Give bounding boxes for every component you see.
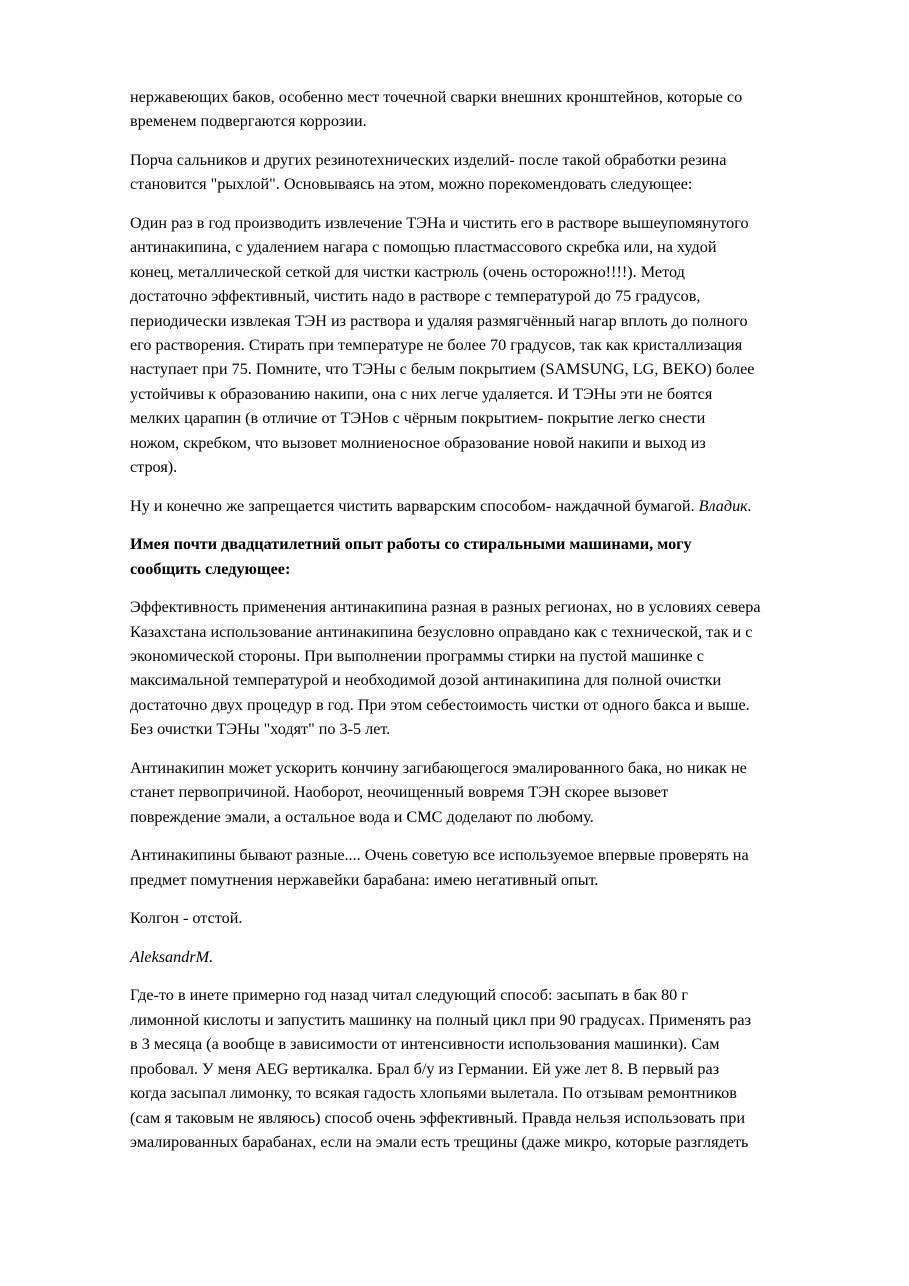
text-line: Ну и конечно же запрещается чистить варварским способом- наждачной бумагой. (130, 496, 695, 515)
text-line: временем подвергаются коррозии. (130, 112, 367, 131)
text-line: (сам я таковым не являюсь) способ очень эффективный. Правда нельзя использовать при (130, 1108, 746, 1127)
author-signature: Владик. (698, 496, 752, 515)
paragraph-enamel (130, 756, 850, 829)
text-line: Имея почти двадцатилетний опыт работы со стиральными машинами, могу (130, 535, 692, 554)
text-line: экономической стороны. При выполнении программы стирки на пустой машинке с (130, 647, 704, 666)
paragraph-seals (130, 148, 850, 197)
text-line: когда засыпал лимонку, то всякая гадость хлопьями вылетала. По отзывам ремонтников (130, 1084, 737, 1103)
text-line: пробовал. У меня AEG вертикалка. Брал б/у из Германии. Ей уже лет 8. В первый раз (130, 1059, 720, 1078)
text-line: станет первопричиной. Наоборот, неочищенный вовремя ТЭН скорее вызовет (130, 783, 669, 802)
text-line: наступает при 75. Помните, что ТЭНы с белым покрытием (SAMSUNG, LG, BEKO) более (130, 360, 755, 379)
text-line: Антинакипин может ускорить кончину загибающегося эмалированного бака, но никак не (130, 758, 747, 777)
text-line: устойчивы к образованию накипи, она с них легче удаляется. И ТЭНы эти не боятся (130, 384, 713, 403)
text-line: антинакипина, с удалением нагара с помощью пластмассового скребка или, на худой (130, 238, 717, 257)
text-line: строя). (130, 458, 178, 477)
text-line: нержавеющих баков, особенно мест точечной сварки внешних кронштейнов, которые со (130, 88, 743, 106)
text-line: Антинакипины бывают разные.... Очень советую все используемое впервые проверять на (130, 846, 749, 865)
paragraph-corrosion (130, 85, 850, 134)
text-line: мелких царапин (в отличие от ТЭНов с чёрным покрытием- покрытие легко снести (130, 409, 706, 428)
text-line: конец, металлической сеткой для чистки кастрюль (очень осторожно!!!!). Метод (130, 262, 685, 281)
text-line: Казахстана использование антинакипина безусловно оправдано как с технической, так и с (130, 622, 753, 641)
paragraph-heater-cleaning (130, 211, 850, 479)
text-line: Эффективность применения антинакипина разная в разных регионах, но в условиях севера (130, 598, 761, 617)
paragraph-types (130, 843, 850, 892)
author-signature (130, 945, 850, 969)
text-line: в 3 месяца (а вообще в зависимости от интенсивности использования машинки). Сам (130, 1035, 720, 1054)
text-line: Порча сальников и других резинотехнических изделий- после такой обработки резина (130, 151, 727, 169)
text-line: AleksandrM. (130, 947, 214, 966)
paragraph-experience-heading (130, 532, 850, 581)
paragraph-effectiveness (130, 595, 850, 741)
text-line: Один раз в год производить извлечение ТЭНа и чистить его в растворе вышеупомянутого (130, 214, 749, 232)
paragraph-calgon (130, 906, 850, 930)
text-line: ножом, скребком, что вызовет молниеносное образование новой накипи и выход из (130, 433, 706, 452)
text-line: предмет помутнения нержавейки барабана: имею негативный опыт. (130, 870, 599, 889)
paragraph-citric-acid (130, 983, 850, 1154)
text-line: лимонной кислоты и запустить машинку на полный цикл при 90 градусах. Применять раз (130, 1010, 751, 1029)
paragraph-sandpaper (130, 494, 850, 518)
text-line: достаточно эффективный, чистить надо в растворе с температурой до 75 градусов, (130, 287, 701, 306)
text-line: повреждение эмали, а остальное вода и СМС доделают по любому. (130, 807, 594, 826)
document-body (130, 85, 850, 1169)
text-line: становится "рыхлой". Основываясь на этом, можно порекомендовать следующее: (130, 175, 693, 194)
text-line: достаточно двух процедур в год. При этом себестоимость чистки от одного бакса и выше. (130, 695, 750, 714)
text-line: эмалированных барабанах, если на эмали есть трещины (даже микро, которые разглядеть (130, 1132, 749, 1151)
text-line: Колгон - отстой. (130, 909, 243, 928)
text-line: сообщить следующее: (130, 559, 291, 578)
text-line: максимальной температурой и необходимой дозой антинакипина для полной очистки (130, 671, 722, 690)
text-line: периодически извлекая ТЭН из раствора и удаляя размягчённый нагар вплоть до полного (130, 311, 748, 330)
text-line: его растворения. Стирать при температуре не более 70 градусов, так как кристаллизация (130, 336, 743, 355)
text-line: Где-то в инете примерно год назад читал следующий способ: засыпать в бак 80 г (130, 986, 688, 1005)
text-line: Без очистки ТЭНы "ходят" по 3-5 лет. (130, 720, 391, 739)
